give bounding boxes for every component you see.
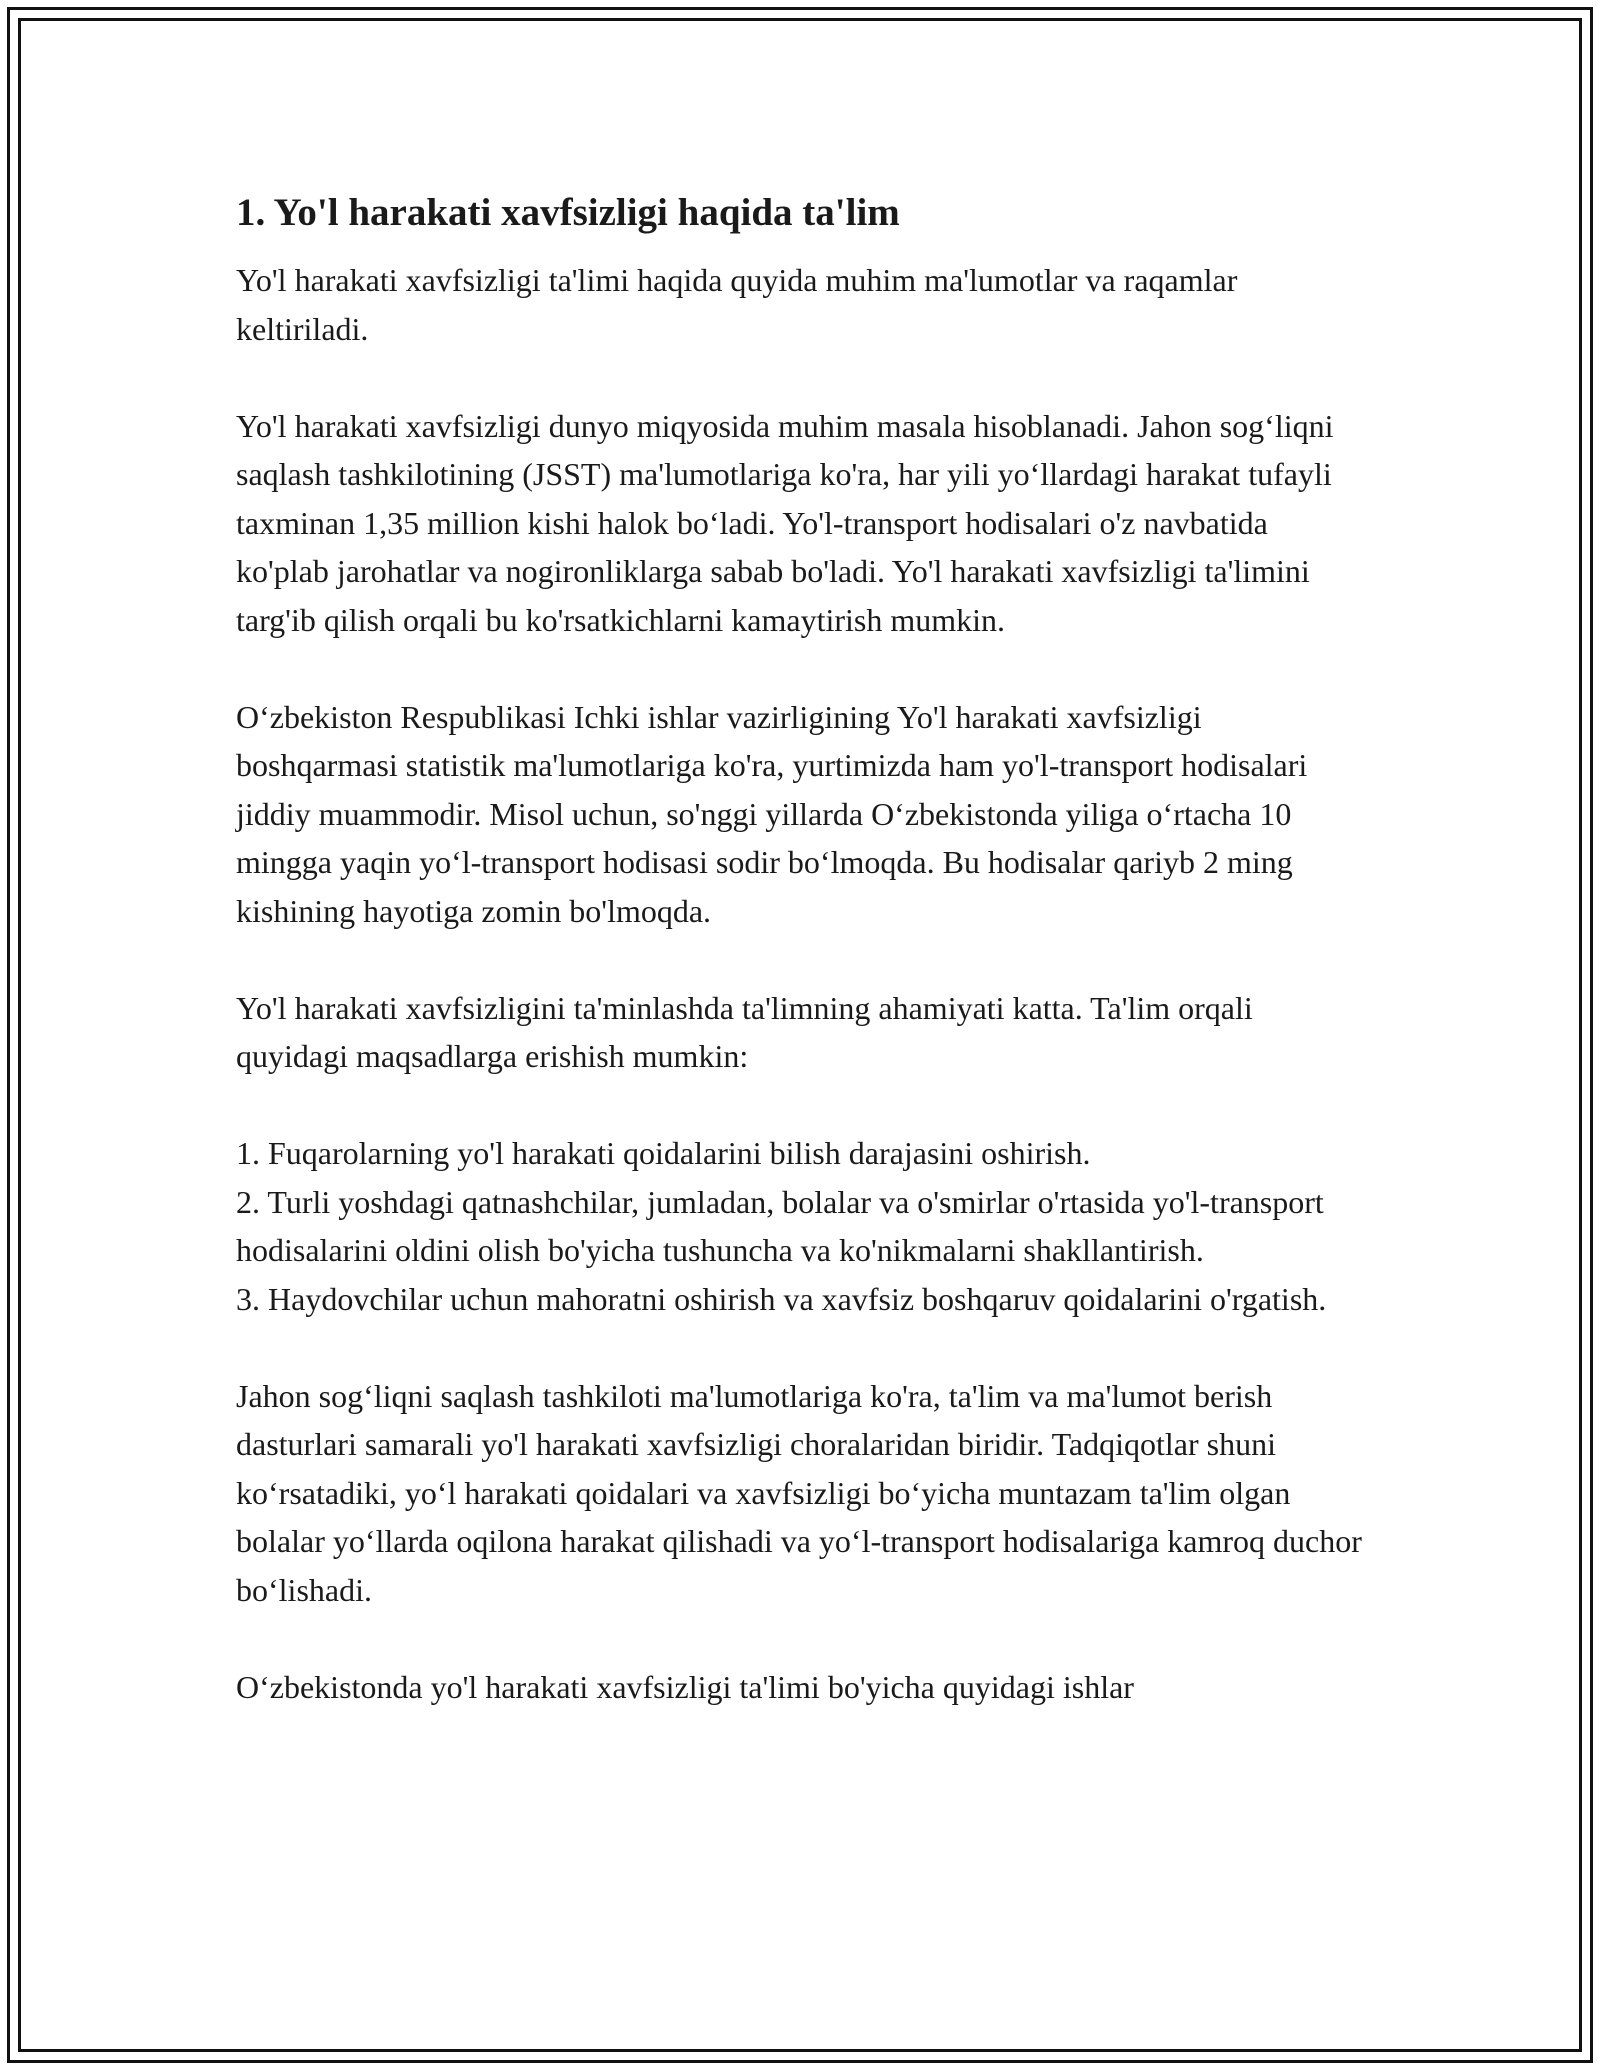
paragraph-intro: Yo'l harakati xavfsizligi ta'limi haqida quyida muhim ma'lumotlar va raqamlar keltiriladi. xyxy=(236,262,1238,347)
goals-list xyxy=(236,1129,1366,1323)
list-item: 3. Haydovchilar uchun mahoratni oshirish va xavfsiz boshqaruv qoidalarini o'rgatish. xyxy=(236,1280,1327,1317)
paragraph-uzbekistan-stats: O‘zbekiston Respublikasi Ichki ishlar vazirligining Yo'l harakati xavfsizligi boshqarmasi statistik ma'lumotlariga ko'ra, yurtimizda ham yo'l-transport hodisalari jiddiy muammodir. Misol uchun, so'nggi yillarda O‘zbekistonda yiliga o‘rtacha 10 mingga yaqin yo‘l-transport hodisasi sodir bo‘lmoqda. Bu hodisalar qariyb 2 ming kishining hayotiga zomin bo'lmoqda. xyxy=(236,698,1308,929)
list-item: 1. Fuqarolarning yo'l harakati qoidalarini bilish darajasini oshirish. xyxy=(236,1135,1091,1171)
paragraph-uzbekistan-work: O‘zbekistonda yo'l harakati xavfsizligi ta'limi bo'yicha quyidagi ishlar xyxy=(236,1668,1134,1705)
paragraph-who-research: Jahon sog‘liqni saqlash tashkiloti ma'lumotlariga ko'ra, ta'lim va ma'lumot berish dasturlari samarali yo'l harakati xavfsizligi choralaridan biridir. Tadqiqotlar shuni ko‘rsatadiki, yo‘l harakati qoidalari va xavfsizligi bo‘yicha muntazam ta'lim olgan bolalar yo‘llarda oqilona harakat qilishadi va yo‘l-transport hodisalariga kamroq duchor bo‘lishadi. xyxy=(236,1377,1362,1608)
document-body xyxy=(236,183,1366,1711)
paragraph-global-stats: Yo'l harakati xavfsizligi dunyo miqyosida muhim masala hisoblanadi. Jahon sog‘liqni saqlash tashkilotining (JSST) ma'lumotlariga ko'ra, har yili yo‘llardagi harakat tufayli taxminan 1,35 million kishi halok bo‘ladi. Yo'l-transport hodisalari o'z navbatida ko'plab jarohatlar va nogironliklarga sabab bo'ladi. Yo'l harakati xavfsizligi ta'limini targ'ib qilish orqali bu ko'rsatkichlarni kamaytirish mumkin. xyxy=(236,407,1334,638)
section-title: 1. Yo'l harakati xavfsizligi haqida ta'lim xyxy=(236,191,900,234)
paragraph-education-goals: Yo'l harakati xavfsizligini ta'minlashda ta'limning ahamiyati katta. Ta'lim orqali quyidagi maqsadlarga erishish mumkin: xyxy=(236,989,1253,1074)
list-item: 2. Turli yoshdagi qatnashchilar, jumladan, bolalar va o'smirlar o'rtasida yo'l-transport hodisalarini oldini olish bo'yicha tushuncha va ko'nikmalarni shakllantirish. xyxy=(236,1183,1324,1268)
